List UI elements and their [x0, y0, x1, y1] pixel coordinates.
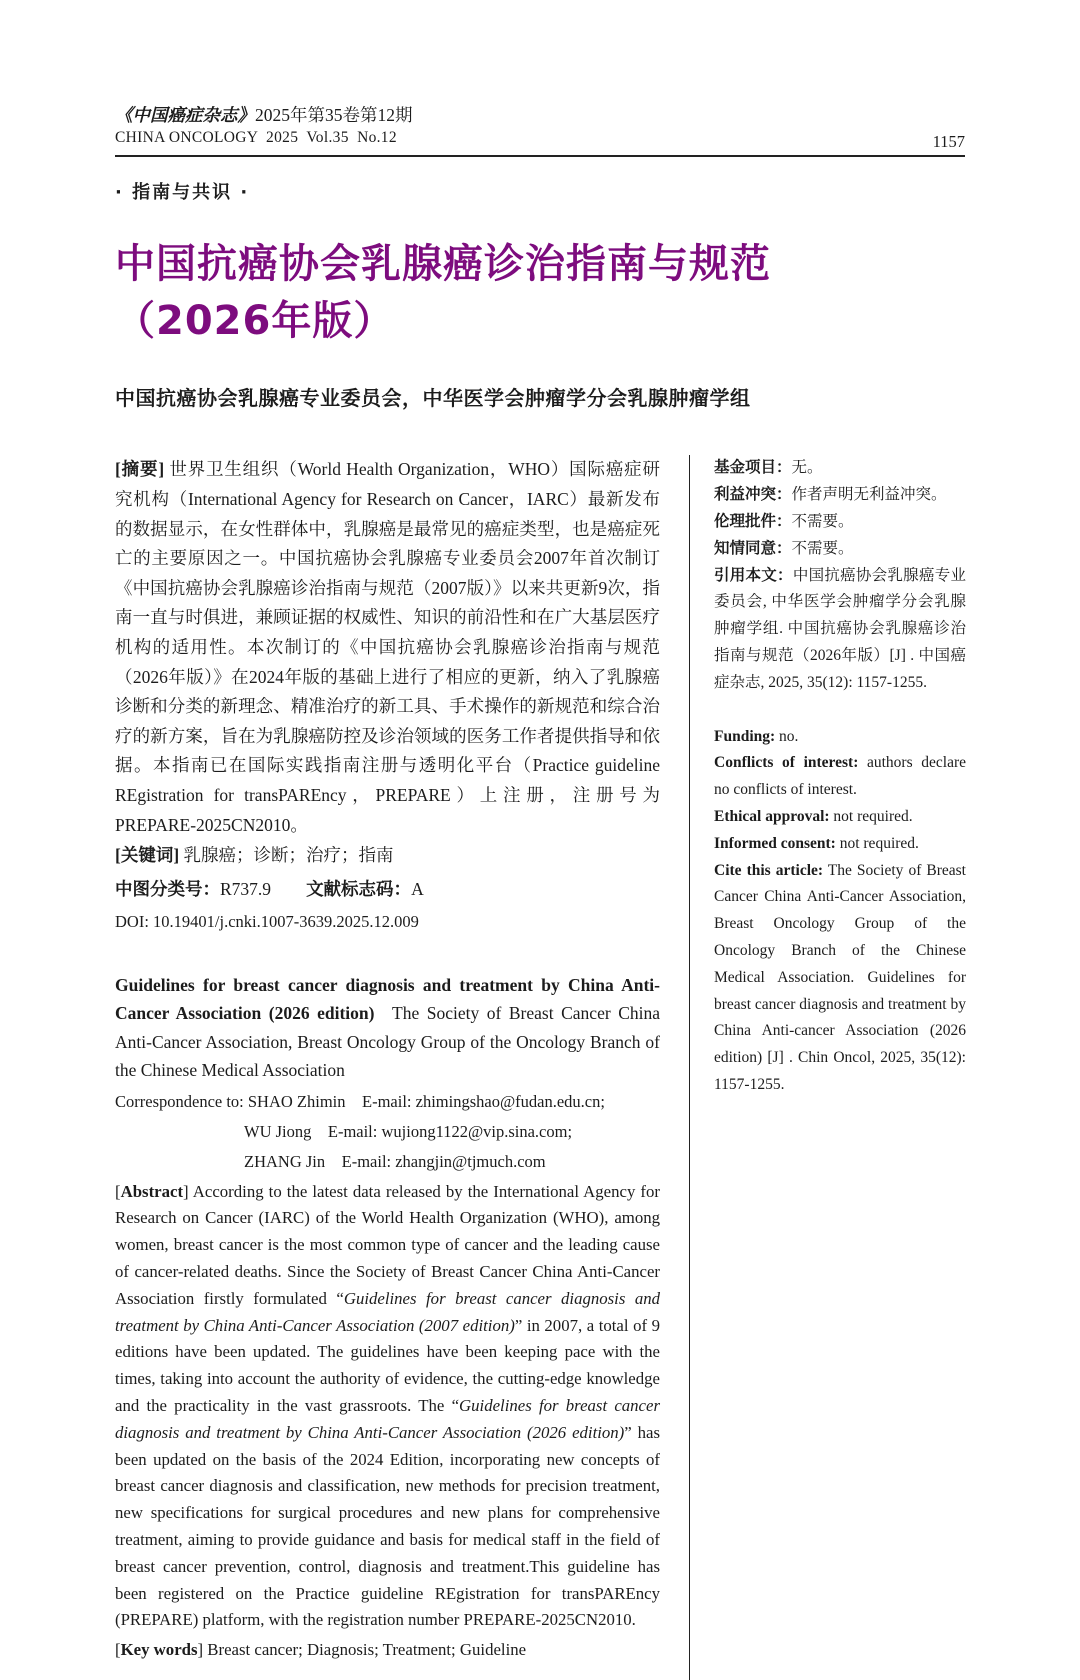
consent-en: Informed consent: not required. [714, 834, 919, 852]
authors-line: 中国抗癌协会乳腺癌专业委员会，中华医学会肿瘤学分会乳腺肿瘤学组 [115, 386, 751, 411]
page-header [115, 0, 965, 157]
correspondence-line-3: ZHANG Jin E-mail: zhangjin@tjmuch.com [244, 1151, 546, 1171]
doi-line: DOI: 10.19401/j.cnki.1007-3639.2025.12.009 [115, 911, 419, 931]
left-column [115, 455, 660, 1680]
keywords-en: [Key words] Breast cancer; Diagnosis; Treatment; Guideline [115, 1640, 527, 1660]
abstract-en: [Abstract] According to the latest data released by the International Agency for Research on Cancer (IARC) of the World Health Organization (WHO), among women, breast cancer is the most common type of cancer and the leading cause of cancer-related deaths. Since the Society of Breast Cancer China Anti-Cancer Association firstly formulated “Guidelines for breast cancer diagnosis and treatment by China Anti-Cancer Association (2007 edition)” in 2007, a total of 9 editions have been updated. The guidelines have been keeping pace with the times, taking into account the authority of evidence, the cutting-edge knowledge and the practicality in the vast grassroots. The “Guidelines for breast cancer diagnosis and treatment by China Anti-Cancer Association (2026 edition)” has been updated on the basis of the 2024 Edition, incorporating new concepts of breast cancer diagnosis and classification, new methods for precision treatment, new specifications for surgical procedures and new plans for comprehensive treatment, aiming to provide guidance and basis for medical staff in the field of breast cancer prevention, control, diagnosis and treatment.This guideline has been registered on the Practice guideline REgistration for transPAREncy (PREPARE) platform, with the registration number PREPARE-2025CN2010. [115, 1181, 660, 1630]
ethics-en: Ethical approval: not required. [714, 807, 913, 825]
keywords-cn: [关键词] 乳腺癌；诊断；治疗；指南 [115, 845, 394, 866]
funding-cn: 基金项目：无。 [714, 459, 823, 477]
article-title-en: Guidelines for breast cancer diagnosis and treatment by China Anti-Cancer Association (2026 edition) The Society of Breast Cancer China Anti-Cancer Association, Breast Oncology Group of the Oncology Branch of the Chinese Medical Association [115, 974, 660, 1081]
page-number: 1157 [932, 132, 965, 151]
journal-name-en: CHINA ONCOLOGY 2025 Vol.35 No.12 [115, 129, 397, 146]
section-marker: · 指南与共识 · [115, 182, 250, 203]
right-column [689, 455, 966, 1680]
article-title-cn: 中国抗癌协会乳腺癌诊治指南与规范（2026年版） [115, 241, 771, 345]
correspondence-block [115, 1087, 660, 1177]
ethics-cn: 伦理批件：不需要。 [714, 512, 854, 530]
clc-line: 中图分类号：R737.9 文献标志码：A [115, 878, 424, 899]
funding-en: Funding: no. [714, 727, 799, 745]
two-column-body [115, 455, 965, 1680]
consent-cn: 知情同意：不需要。 [714, 539, 854, 557]
conflicts-cn: 利益冲突：作者声明无利益冲突。 [714, 486, 947, 504]
header-rule [115, 155, 965, 157]
conflicts-en: Conflicts of interest: authors declare no conflicts of interest. [714, 754, 966, 799]
correspondence-line-2: WU Jiong E-mail: wujiong1122@vip.sina.com; [244, 1121, 573, 1141]
journal-name-cn: 《中国癌症杂志》2025年第35卷第12期 [115, 105, 413, 125]
citation-cn: 引用本文：中国抗癌协会乳腺癌专业委员会, 中华医学会肿瘤学分会乳腺肿瘤学组. 中国抗癌协会乳腺癌诊治指南与规范（2026年版）[J] . 中国癌症杂志, 2025, 35(12): 1157-1255. [714, 566, 966, 691]
abstract-cn: [摘要] 世界卫生组织（World Health Organization，WHO）国际癌症研究机构（International Agency for Research on Cancer，IARC）最新发布的数据显示，在女性群体中，乳腺癌是最常见的癌症类型，也是癌症死亡的主要原因之一。中国抗癌协会乳腺癌专业委员会2007年首次制订《中国抗癌协会乳腺癌诊治指南与规范（2007版）》以来共更新9次，指南一直与时俱进，兼顾证据的权威性、知识的前沿性和在广大基层医疗机构的适用性。本次制订的《中国抗癌协会乳腺癌诊治指南与规范（2026年版）》在2024年版的基础上进行了相应的更新，纳入了乳腺癌诊断和分类的新理念、精准治疗的新工具、手术操作的新规范和综合治疗的新方案，旨在为乳腺癌防控及诊治领域的医务工作者提供指导和依据。本指南已在国际实践指南注册与透明化平台（Practice guideline REgistration for transPAREncy，PREPARE）上注册，注册号为PREPARE-2025CN2010。 [115, 459, 660, 835]
correspondence-line-1: Correspondence to: SHAO Zhimin E-mail: zhimingshao@fudan.edu.cn; [115, 1091, 605, 1111]
citation-en: Cite this article: The Society of Breast Cancer China Anti-Cancer Association, Breast Oncology Group of the Oncology Branch of the Chinese Medical Association. Guidelines for breast cancer diagnosis and treatment by China Anti-cancer Association (2026 edition) [J] . Chin Oncol, 2025, 35(12): 1157-1255. [714, 861, 966, 1093]
column-spacer [714, 697, 966, 724]
